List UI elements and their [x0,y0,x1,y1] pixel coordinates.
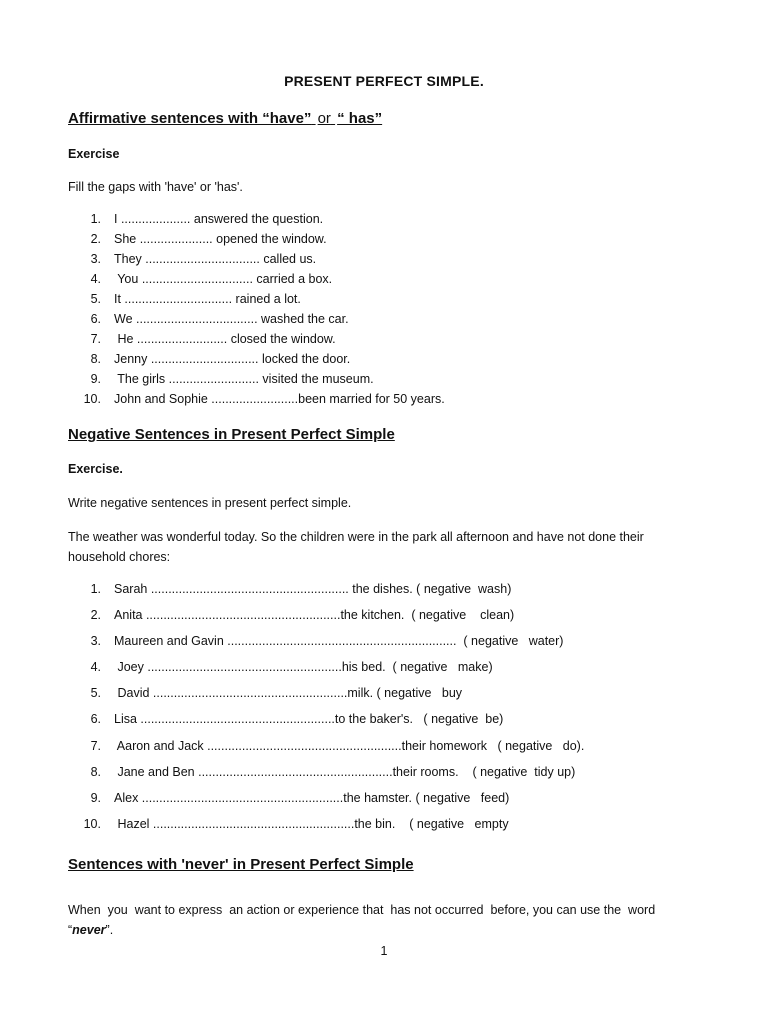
document-title: PRESENT PERFECT SIMPLE. [284,73,484,89]
list-item: 9. Alex ..........................................................the hamster. ( negative feed) [90,790,510,805]
page-number: 1 [380,944,388,958]
list-item: 10. John and Sophie .........................been married for 50 years. [83,392,445,406]
instruction-2: Write negative sentences in present perfect simple. [68,496,352,510]
list-item: 1. Sarah ......................................................... the dishes. ( negative wash) [90,582,512,596]
affirmative-heading-part-b: “ has” [337,110,383,127]
exercise-label-2: Exercise. [68,462,123,476]
list-item: 4. Joey ........................................................his bed. ( negative make) [90,660,493,675]
list-item: 9. The girls .......................... visited the museum. [90,372,374,386]
list-item: 5. It ............................... rained a lot. [90,292,301,306]
affirmative-heading-part-a: Affirmative sentences with “have” [68,110,312,127]
never-word: never [72,923,106,937]
affirmative-exercise-list [68,209,445,409]
list-item: 1. I .................... answered the question. [90,212,324,226]
list-item: 7. He .......................... closed the window. [90,332,336,346]
affirmative-heading-or: or [317,110,331,127]
list-item: 2. She ..................... opened the window. [90,232,327,246]
list-item: 3. They ................................. called us. [90,252,317,266]
exercise-label-1: Exercise [68,147,120,161]
never-paragraph-line-1: When you want to express an action or experience that has not occurred before, you can use the word [68,903,656,917]
list-item: 4. You ................................ carried a box. [90,272,333,286]
negative-exercise-list [68,576,584,837]
never-paragraph-line-2: “never”. [68,923,114,937]
list-item: 7. Aaron and Jack ........................................................their homework ( negative do). [90,738,585,753]
instruction-1: Fill the gaps with 'have' or 'has'. [68,180,243,194]
list-item: 2. Anita ........................................................the kitchen. ( negative clean) [90,608,515,623]
affirmative-heading [68,110,382,127]
list-item: 3. Maureen and Gavin .................................................................. ( negative water) [90,634,564,649]
list-item: 6. Lisa ........................................................to the baker's. ( negative be) [90,712,504,727]
context-paragraph: The weather was wonderful today. So the children were in the park all afternoon and have not done their household chores: [68,530,644,564]
negative-heading: Negative Sentences in Present Perfect Simple [68,426,395,443]
list-item: 5. David ........................................................milk. ( negative buy [90,686,463,701]
list-item: 8. Jane and Ben ........................................................their rooms. ( negative tidy up) [90,764,576,779]
list-item: 8. Jenny ............................... locked the door. [90,352,351,366]
list-item: 10. Hazel ..........................................................the bin. ( negative empty [83,816,509,831]
list-item: 6. We ................................... washed the car. [90,312,349,326]
never-paragraph [68,900,708,940]
never-heading: Sentences with 'never' in Present Perfect Simple [68,856,414,873]
